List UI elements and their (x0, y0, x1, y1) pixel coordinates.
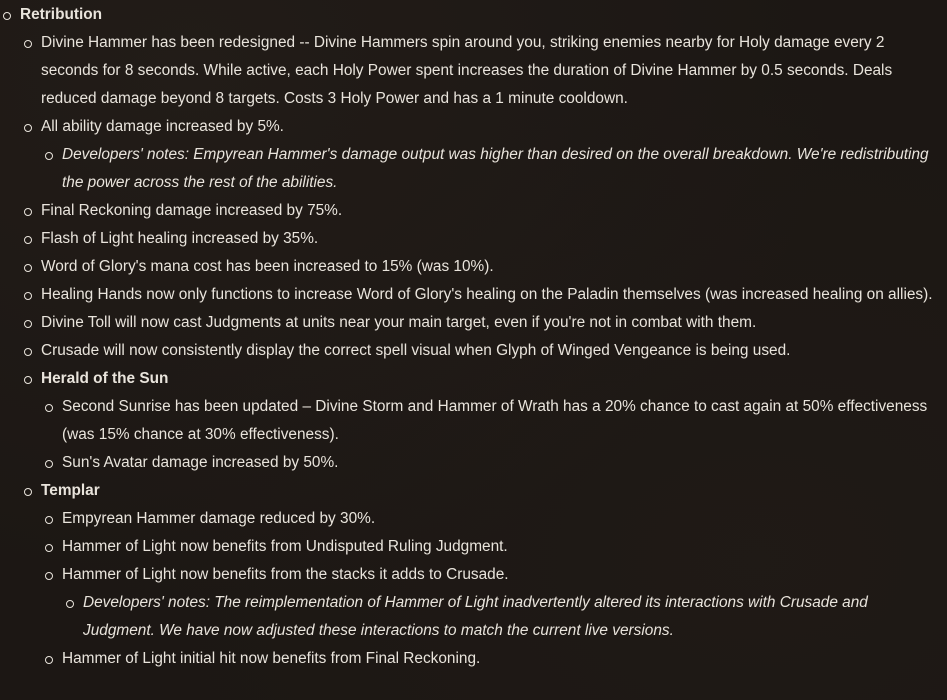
list-item-text: Divine Hammer has been redesigned -- Divine Hammers spin around you, striking enemies nearby for Holy damage every 2 seconds for 8 seconds. While active, each Holy Power spent increases the duration of Divine Hammer by 0.5 seconds. Deals reduced damage beyond 8 targets. Costs 3 Holy Power and has a 1 minute cooldown. (41, 34, 893, 107)
list-item (0, 225, 947, 253)
list-item-text: Crusade will now consistently display the correct spell visual when Glyph of Winged Vengeance is being used. (41, 342, 791, 359)
list-item-text: Flash of Light healing increased by 35%. (41, 230, 319, 247)
list-item-text: Hammer of Light now benefits from the stacks it adds to Crusade. (62, 566, 509, 583)
bullet-icon (24, 348, 32, 356)
list-item (0, 197, 947, 225)
bullet-icon (24, 208, 32, 216)
list-item (0, 561, 947, 589)
bullet-icon (24, 320, 32, 328)
list-item-text: Empyrean Hammer damage reduced by 30%. (62, 510, 376, 527)
bullet-icon (45, 516, 53, 524)
bullet-icon (24, 264, 32, 272)
list-item (0, 309, 947, 337)
list-item (0, 113, 947, 141)
list-item-text: Hammer of Light now benefits from Undisputed Ruling Judgment. (62, 538, 508, 555)
list-item (0, 393, 947, 449)
bullet-icon (24, 124, 32, 132)
bullet-icon (24, 488, 32, 496)
section-title: Retribution (20, 6, 103, 23)
bullet-icon (24, 376, 32, 384)
bullet-icon (24, 236, 32, 244)
subsection-title: Templar (41, 482, 100, 499)
list-item-text: Divine Toll will now cast Judgments at units near your main target, even if you're not in combat with them. (41, 314, 757, 331)
developer-note (0, 141, 947, 197)
developer-note-text: Developers' notes: Empyrean Hammer's damage output was higher than desired on the overall breakdown. We're redistributing the power across the rest of the abilities. (62, 146, 929, 191)
bullet-icon (45, 656, 53, 664)
list-item-text: Sun's Avatar damage increased by 50%. (62, 454, 339, 471)
bullet-icon (66, 600, 74, 608)
bullet-icon (45, 544, 53, 552)
subsection-title: Herald of the Sun (41, 370, 169, 387)
bullet-icon (45, 460, 53, 468)
patch-notes-list (0, 1, 947, 673)
bullet-icon (45, 404, 53, 412)
bullet-icon (24, 40, 32, 48)
list-item (0, 505, 947, 533)
section-retribution (0, 1, 947, 29)
list-item-text: Second Sunrise has been updated – Divine Storm and Hammer of Wrath has a 20% chance to cast again at 50% effectiveness (was 15% chance at 30% effectiveness). (62, 398, 928, 443)
bullet-icon (3, 12, 11, 20)
developer-note (0, 589, 947, 645)
list-item (0, 281, 947, 309)
list-item-text: Final Reckoning damage increased by 75%. (41, 202, 343, 219)
developer-note-text: Developers' notes: The reimplementation of Hammer of Light inadvertently altered its interactions with Crusade and Judgment. We have now adjusted these interactions to match the current live versions. (83, 594, 868, 639)
list-item (0, 645, 947, 673)
list-item (0, 533, 947, 561)
list-item (0, 253, 947, 281)
list-item (0, 449, 947, 477)
list-item (0, 29, 947, 113)
bullet-icon (45, 152, 53, 160)
bullet-icon (24, 292, 32, 300)
subsection-templar (0, 477, 947, 505)
list-item-text: All ability damage increased by 5%. (41, 118, 284, 135)
bullet-icon (45, 572, 53, 580)
list-item-text: Word of Glory's mana cost has been increased to 15% (was 10%). (41, 258, 494, 275)
list-item-text: Healing Hands now only functions to increase Word of Glory's healing on the Paladin themselves (was increased healing on allies). (41, 286, 933, 303)
list-item (0, 337, 947, 365)
list-item-text: Hammer of Light initial hit now benefits from Final Reckoning. (62, 650, 481, 667)
subsection-herald-of-the-sun (0, 365, 947, 393)
